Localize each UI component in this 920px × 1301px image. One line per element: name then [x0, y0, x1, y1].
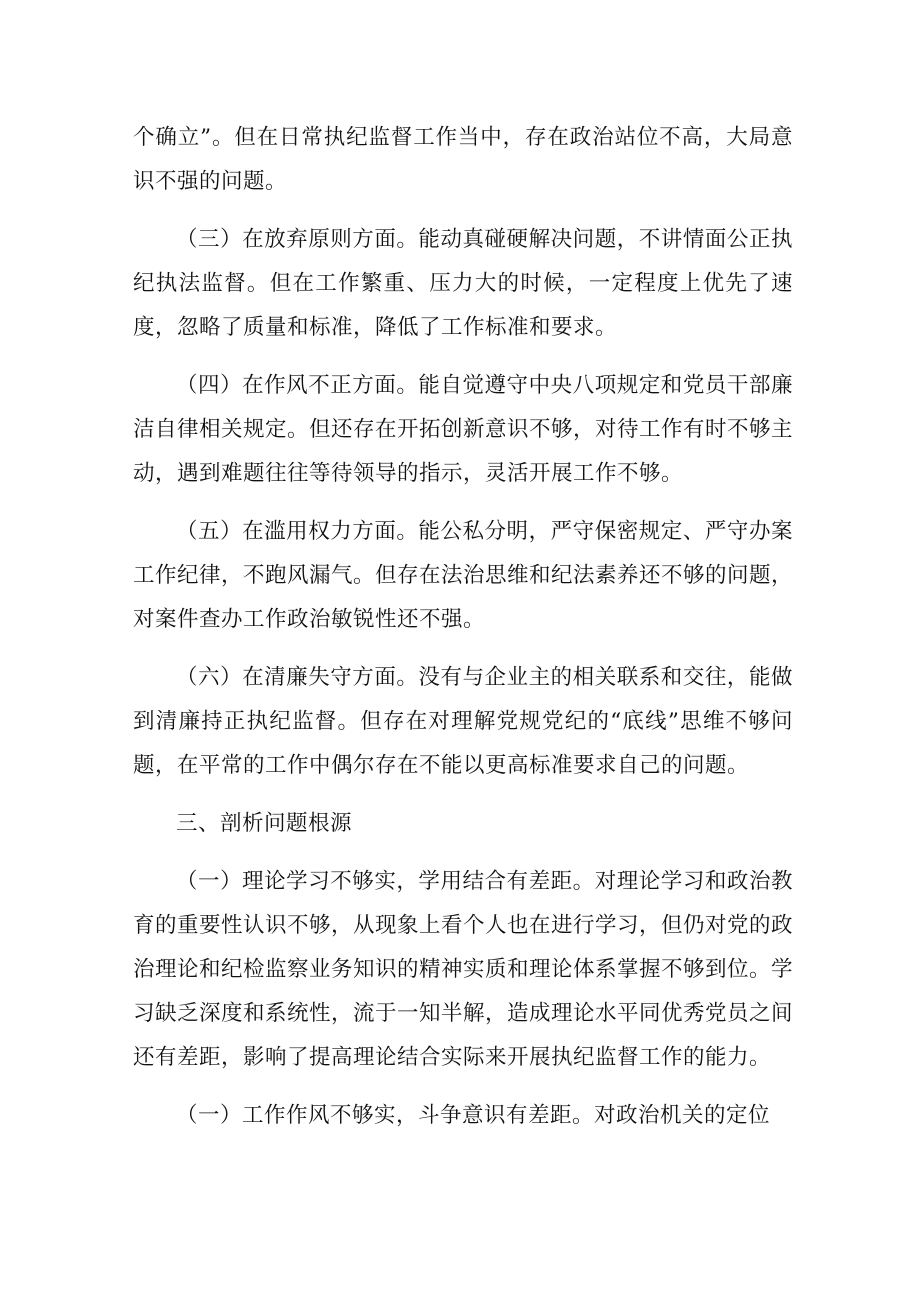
paragraph-item-3: （三）在放弃原则方面。能动真碰硬解决问题，不讲情面公正执纪执法监督。但在工作繁重、压力大的时候，一定程度上优先了速度，忽略了质量和标准，降低了工作标准和要求。 [133, 227, 793, 340]
document-body [133, 116, 793, 1152]
paragraph-item-5: （五）在滥用权力方面。能公私分明，严守保密规定、严守办案工作纪律，不跑风漏气。但存在法治思维和纪法素养还不够的问题，对案件查办工作政治敏锐性还不强。 [133, 519, 794, 632]
paragraph-item-6: （六）在清廉失守方面。没有与企业主的相关联系和交往，能做到清廉持正执纪监督。但存在对理解党规党纪的“底线”思维不够问题，在平常的工作中偶尔存在不能以更高标准要求自己的问题。 [133, 665, 793, 778]
paragraph-continuation: 个确立”。但在日常执纪监督工作当中，存在政治站位不高，大局意识不强的问题。 [133, 125, 793, 194]
section-heading: 三、剖析问题根源 [176, 811, 353, 836]
paragraph-root-cause-2: （一）工作作风不够实，斗争意识有差距。对政治机关的定位 [176, 1103, 771, 1128]
paragraph-root-cause-1: （一）理论学习不够实，学用结合有差距。对理论学习和政治教育的重要性认识不够，从现象上看个人也在进行学习，但仍对党的政治理论和纪检监察业务知识的精神实质和理论体系掌握不够到位。学习缺乏深度和系统性，流于一知半解，造成理论水平同优秀党员之间还有差距，影响了提高理论结合实际来开展执纪监督工作的能力。 [133, 869, 794, 1070]
paragraph-item-4: （四）在作风不正方面。能自觉遵守中央八项规定和党员干部廉洁自律相关规定。但还存在开拓创新意识不够，对待工作有时不够主动，遇到难题往往等待领导的指示，灵活开展工作不够。 [133, 373, 794, 486]
